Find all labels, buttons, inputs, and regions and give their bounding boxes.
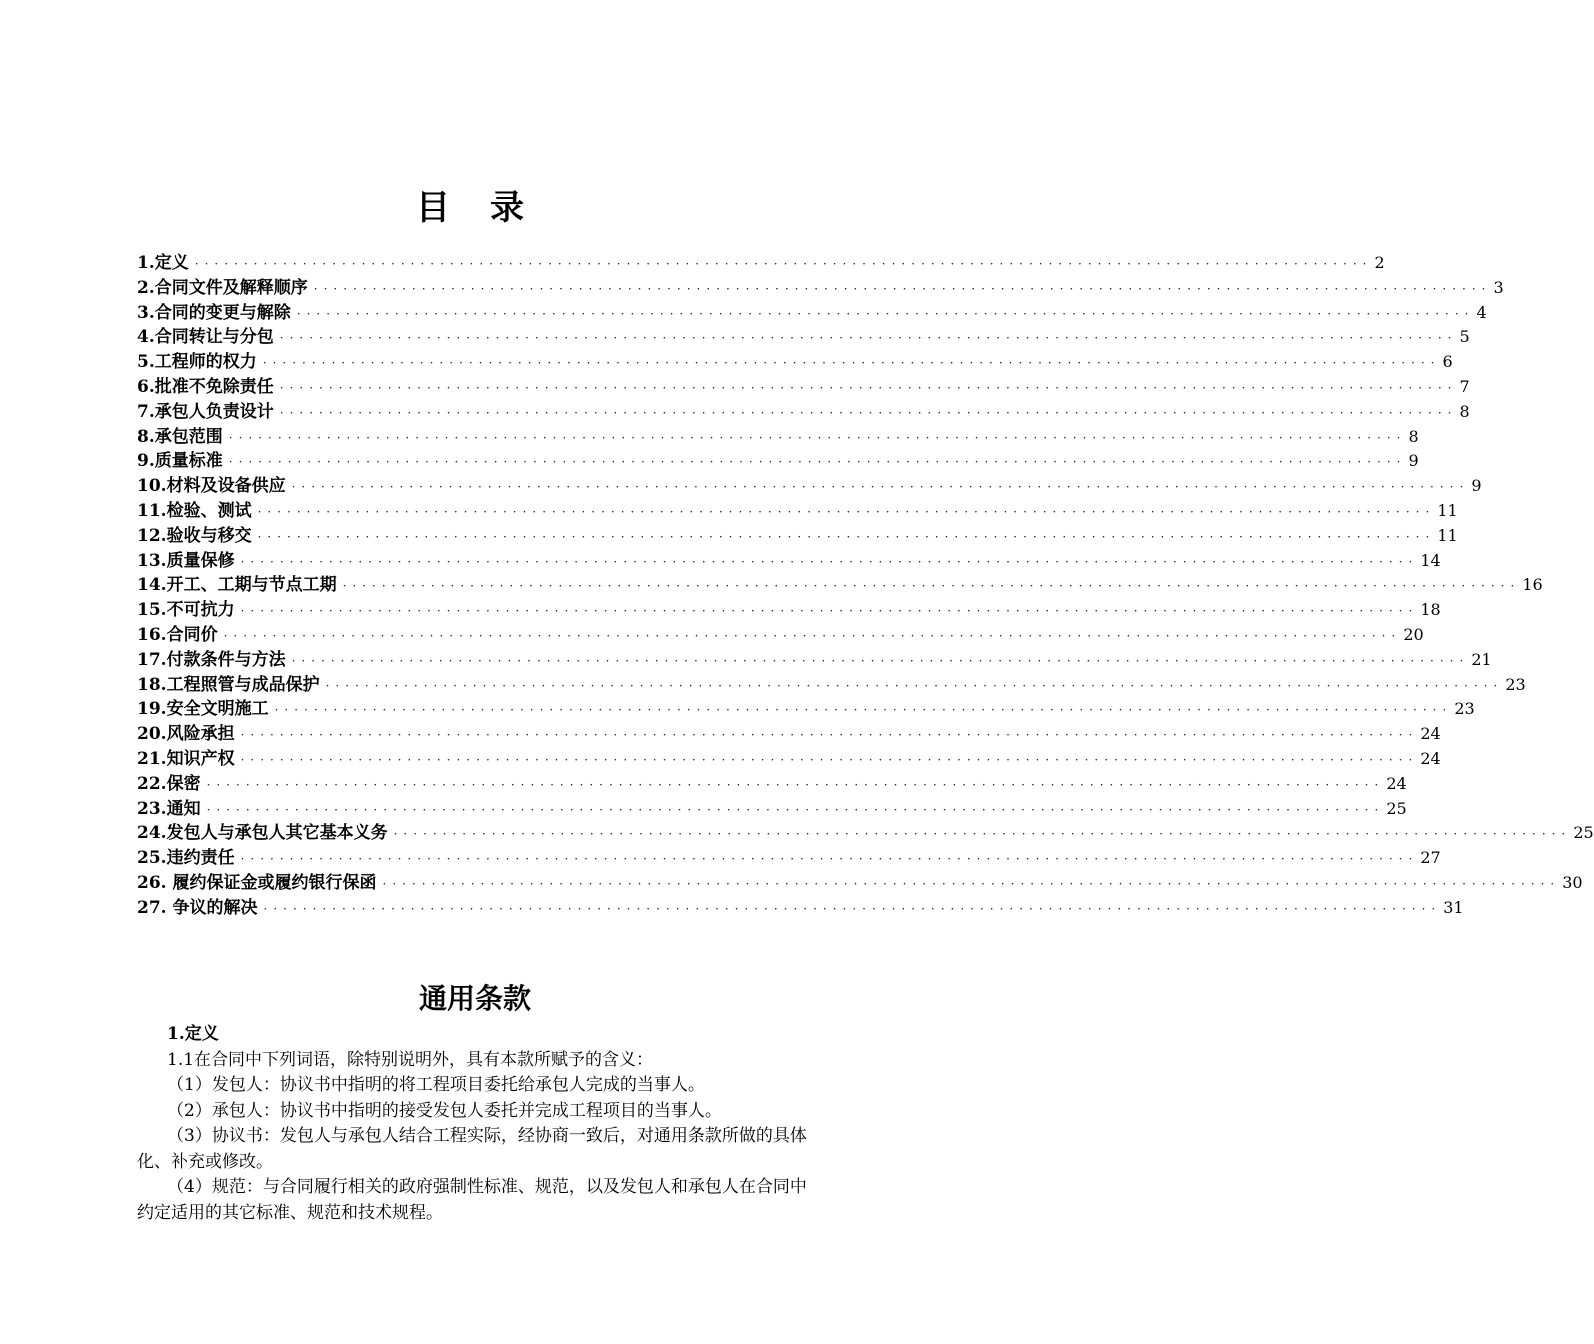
toc-title	[0, 180, 950, 229]
toc-entry[interactable]	[137, 425, 1419, 450]
toc-entry-page: 24	[1420, 724, 1441, 744]
toc-leader-dots: ························································································································	[194, 257, 1373, 271]
toc-leader-dots: ························································································································	[240, 604, 1419, 619]
toc-entry-label: 20.风险承担	[137, 724, 235, 745]
toc-entry[interactable]	[137, 400, 1470, 425]
toc-entry-label: 4.合同转让与分包	[137, 327, 274, 348]
toc-entry[interactable]	[137, 673, 1526, 698]
toc-entry-label: 14.开工、工期与节点工期	[137, 575, 337, 596]
toc-entry-label: 21.知识产权	[137, 748, 235, 769]
toc-leader-dots: ························································································································	[240, 752, 1419, 767]
toc-entry-page: 20	[1403, 624, 1424, 644]
toc-entry-page: 25	[1573, 823, 1594, 843]
toc-entry-page: 6	[1442, 352, 1453, 372]
toc-entry[interactable]	[137, 474, 1482, 499]
toc-entry-label: 9.质量标准	[137, 451, 223, 472]
clause-paragraph: （2）承包人：协议书中指明的接受发包人委托并完成工程项目的当事人。	[167, 1100, 722, 1121]
toc-entry-page: 9	[1471, 476, 1482, 496]
toc-entry-page: 31	[1443, 897, 1464, 917]
toc-entry-page: 3	[1493, 277, 1504, 297]
toc-entry-page: 11	[1437, 500, 1458, 520]
toc-entry-label: 18.工程照管与成品保护	[137, 674, 320, 695]
toc-leader-dots: ························································································································	[382, 876, 1561, 891]
toc-entry[interactable]	[137, 251, 1385, 276]
toc-entry-label: 11.检验、测试	[137, 500, 252, 521]
toc-leader-dots: ························································································································	[291, 480, 1470, 495]
toc-entry-label: 17.付款条件与方法	[137, 649, 286, 670]
toc-entry-label: 1.定义	[137, 253, 189, 273]
toc-entry[interactable]	[137, 301, 1487, 326]
toc-entry-page: 23	[1454, 699, 1475, 719]
toc-entry-label: 27. 争议的解决	[137, 897, 258, 918]
toc-entry-label: 16.合同价	[137, 624, 218, 645]
toc-entry[interactable]	[137, 573, 1543, 598]
toc-entry-page: 2	[1374, 253, 1385, 272]
toc-entry-label: 10.材料及设备供应	[137, 476, 286, 497]
toc-entry-label: 22.保密	[137, 773, 201, 794]
toc-entry-page: 8	[1408, 426, 1419, 446]
toc-leader-dots: ························································································································	[223, 628, 1402, 643]
toc-entry-page: 24	[1386, 773, 1407, 793]
toc-entry-label: 13.质量保修	[137, 550, 235, 571]
toc-entry[interactable]	[137, 648, 1492, 673]
toc-leader-dots: ························································································································	[257, 529, 1436, 544]
toc-entry-page: 24	[1420, 748, 1441, 768]
toc-entry-page: 23	[1505, 674, 1526, 694]
toc-entry[interactable]	[137, 524, 1458, 549]
toc-leader-dots: ························································································································	[206, 802, 1385, 817]
toc-entry-page: 18	[1420, 600, 1441, 620]
toc-entry[interactable]	[137, 623, 1424, 648]
toc-leader-dots: ························································································································	[240, 554, 1419, 569]
toc-entry-page: 9	[1408, 451, 1419, 471]
toc-entry[interactable]	[137, 747, 1441, 772]
toc-entry-label: 23.通知	[137, 798, 201, 819]
clause-paragraph: （4）规范：与合同履行相关的政府强制性标准、规范，以及发包人和承包人在合同中约定适用的其它标准、规范和技术规程。	[137, 1177, 807, 1223]
toc-entry-label: 19.安全文明施工	[137, 699, 269, 720]
toc-leader-dots: ························································································································	[240, 852, 1419, 867]
toc-entry-label: 25.违约责任	[137, 848, 235, 869]
toc-entry[interactable]	[137, 598, 1441, 623]
toc-entry[interactable]	[137, 350, 1453, 375]
toc-entry-label: 26. 履约保证金或履约银行保函	[137, 872, 377, 893]
toc-entry-page: 30	[1562, 872, 1583, 892]
clause-paragraph: （1）发包人：协议书中指明的将工程项目委托给承包人完成的当事人。	[167, 1075, 705, 1095]
table-of-contents	[137, 251, 1594, 921]
toc-leader-dots: ························································································································	[228, 430, 1407, 445]
toc-leader-dots: ························································································································	[313, 281, 1492, 296]
toc-title-right: 录	[490, 188, 534, 228]
toc-entry[interactable]	[137, 697, 1475, 722]
toc-leader-dots: ························································································································	[279, 380, 1458, 395]
clause-paragraph: （3）协议书：发包人与承包人结合工程实际，经协商一致后，对通用条款所做的具体化、补充或修改。	[137, 1126, 807, 1172]
toc-entry-page: 7	[1459, 376, 1470, 396]
toc-leader-dots: ························································································································	[257, 504, 1436, 519]
toc-entry[interactable]	[137, 797, 1407, 822]
toc-entry-page: 16	[1522, 575, 1543, 595]
toc-leader-dots: ························································································································	[206, 777, 1385, 792]
toc-entry-label: 15.不可抗力	[137, 600, 235, 621]
toc-entry-page: 11	[1437, 525, 1458, 545]
toc-entry-label: 5.工程师的权力	[137, 352, 257, 373]
toc-leader-dots: ························································································································	[342, 579, 1521, 594]
toc-leader-dots: ························································································································	[325, 678, 1504, 693]
toc-entry-label: 8.承包范围	[137, 426, 223, 447]
clause-paragraph: 1.1在合同中下列词语，除特别说明外，具有本款所赋予的含义：	[167, 1049, 654, 1070]
section-body	[137, 1022, 817, 1226]
toc-leader-dots: ························································································································	[279, 405, 1458, 420]
toc-entry-page: 8	[1459, 401, 1470, 421]
toc-leader-dots: ························································································································	[291, 653, 1470, 668]
toc-entry[interactable]	[137, 821, 1594, 846]
toc-entry-page: 14	[1420, 550, 1441, 570]
toc-leader-dots: ························································································································	[279, 331, 1458, 346]
toc-title-left: 目	[416, 188, 460, 228]
toc-entry-label: 24.发包人与承包人其它基本义务	[137, 823, 388, 844]
toc-entry-label: 2.合同文件及解释顺序	[137, 277, 308, 298]
toc-entry[interactable]	[137, 722, 1441, 747]
toc-entry[interactable]	[137, 871, 1583, 896]
toc-entry-page: 21	[1471, 649, 1492, 669]
toc-entry[interactable]	[137, 449, 1419, 474]
toc-entry-page: 4	[1476, 302, 1487, 322]
toc-leader-dots: ························································································································	[393, 827, 1572, 842]
toc-entry[interactable]	[137, 325, 1470, 350]
toc-entry-label: 3.合同的变更与解除	[137, 302, 291, 323]
toc-entry[interactable]	[137, 499, 1458, 524]
toc-entry[interactable]	[137, 375, 1470, 400]
toc-entry[interactable]	[137, 772, 1407, 797]
toc-entry[interactable]	[137, 896, 1464, 921]
toc-entry-page: 5	[1459, 327, 1470, 347]
toc-entry-label: 12.验收与移交	[137, 525, 252, 546]
toc-leader-dots: ························································································································	[240, 728, 1419, 743]
toc-entry-page: 25	[1386, 798, 1407, 818]
section-title: 通用条款	[418, 982, 531, 1015]
toc-leader-dots: ························································································································	[262, 356, 1441, 371]
toc-entry-label: 6.批准不免除责任	[137, 376, 274, 397]
toc-entry[interactable]	[137, 276, 1504, 301]
toc-leader-dots: ························································································································	[263, 901, 1442, 916]
toc-entry-label: 7.承包人负责设计	[137, 401, 274, 422]
toc-entry[interactable]	[137, 846, 1441, 871]
toc-entry-page: 27	[1420, 848, 1441, 868]
toc-entry[interactable]	[137, 549, 1441, 574]
clause-heading: 1.定义	[167, 1024, 219, 1044]
toc-leader-dots: ························································································································	[228, 455, 1407, 470]
toc-leader-dots: ························································································································	[296, 306, 1475, 321]
toc-leader-dots: ························································································································	[274, 703, 1453, 718]
